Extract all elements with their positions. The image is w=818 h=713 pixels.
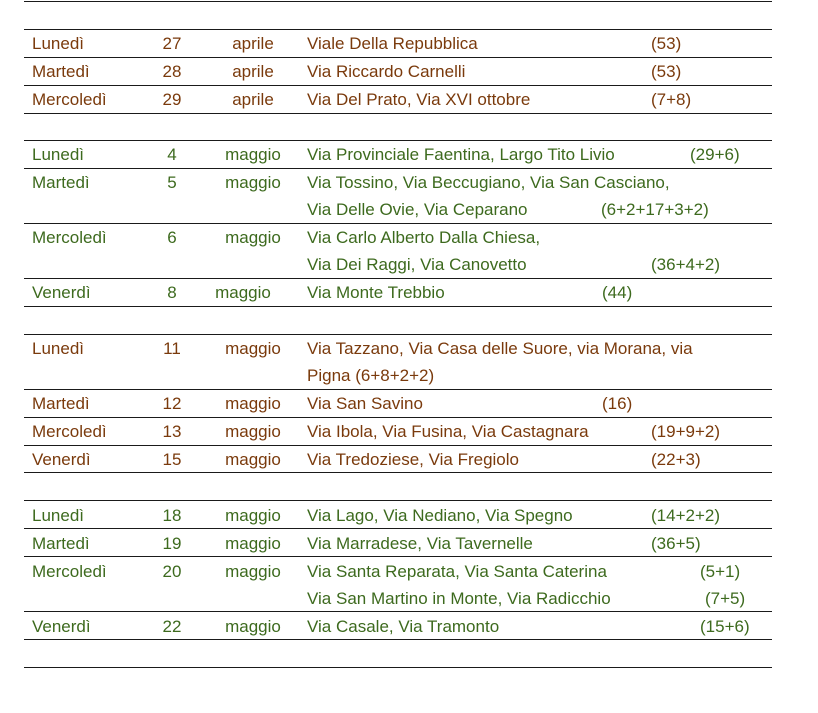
day-cell: Martedì [32, 173, 90, 192]
count-cell: (22+3) [651, 450, 701, 469]
day-cell: Venerdì [32, 450, 91, 469]
month-cell: maggio [225, 228, 281, 247]
day-cell: Lunedì [32, 34, 84, 53]
count-cell: (36+5) [651, 534, 701, 553]
table-rule [24, 667, 772, 668]
table-rule [24, 113, 772, 114]
street-cell: Via Tossino, Via Beccugiano, Via San Casciano, [307, 173, 670, 192]
count-cell: (14+2+2) [651, 506, 720, 525]
count-cell: (16) [602, 394, 633, 413]
street-cell: Via Lago, Via Nediano, Via Spegno [307, 506, 573, 525]
street-cell-continued: Pigna (6+8+2+2) [307, 366, 435, 385]
street-cell: Via Riccardo Carnelli [307, 62, 466, 81]
day-cell: Mercoledì [32, 228, 107, 247]
street-cell: Via Tazzano, Via Casa delle Suore, via Morana, via [307, 339, 693, 358]
month-cell: maggio [215, 283, 271, 302]
day-cell: Mercoledì [32, 562, 107, 581]
day-cell: Mercoledì [32, 90, 107, 109]
count-cell: (7+8) [651, 90, 692, 109]
month-cell: maggio [225, 145, 281, 164]
street-cell: Via Provinciale Faentina, Largo Tito Livio [307, 145, 615, 164]
street-cell-continued: Via Delle Ovie, Via Ceparano [307, 200, 528, 219]
count-cell: (53) [651, 34, 682, 53]
day-cell: Mercoledì [32, 422, 107, 441]
day-cell: Venerdì [32, 617, 91, 636]
date-number-cell: 15 [162, 450, 182, 469]
street-cell-continued: Via San Martino in Monte, Via Radicchio [307, 589, 611, 608]
day-cell: Venerdì [32, 283, 91, 302]
date-number-cell: 20 [162, 562, 182, 581]
month-cell: maggio [225, 617, 281, 636]
date-number-cell: 4 [167, 145, 177, 164]
date-number-cell: 19 [162, 534, 182, 553]
month-cell: aprile [232, 34, 274, 53]
date-number-cell: 8 [167, 283, 177, 302]
street-cell: Via Monte Trebbio [307, 283, 445, 302]
street-cell: Via Carlo Alberto Dalla Chiesa, [307, 228, 541, 247]
count-cell-continued: (7+5) [705, 589, 746, 608]
count-cell: (44) [602, 283, 633, 302]
table-rule [24, 306, 772, 307]
street-cell: Via Casale, Via Tramonto [307, 617, 500, 636]
day-cell: Lunedì [32, 506, 84, 525]
day-cell: Lunedì [32, 145, 84, 164]
street-cell-continued: Via Dei Raggi, Via Canovetto [307, 255, 527, 274]
street-cell: Viale Della Repubblica [307, 34, 478, 53]
count-cell: (36+4+2) [651, 255, 720, 274]
street-cell: Via Santa Reparata, Via Santa Caterina [307, 562, 607, 581]
day-cell: Lunedì [32, 339, 84, 358]
table-rule [24, 1, 772, 2]
date-number-cell: 28 [162, 62, 182, 81]
date-number-cell: 22 [162, 617, 182, 636]
table-rule [24, 500, 772, 501]
street-cell: Via Del Prato, Via XVI ottobre [307, 90, 531, 109]
date-number-cell: 11 [163, 339, 181, 358]
month-cell: maggio [225, 562, 281, 581]
street-cell: Via San Savino [307, 394, 423, 413]
month-cell: aprile [232, 90, 274, 109]
month-cell: maggio [225, 534, 281, 553]
date-number-cell: 5 [167, 173, 177, 192]
street-cell: Via Tredoziese, Via Fregiolo [307, 450, 519, 469]
count-cell: (6+2+17+3+2) [601, 200, 709, 219]
count-cell: (29+6) [690, 145, 740, 164]
count-cell: (5+1) [700, 562, 741, 581]
date-number-cell: 12 [162, 394, 182, 413]
count-cell: (15+6) [700, 617, 750, 636]
month-cell: maggio [225, 394, 281, 413]
street-cell: Via Ibola, Via Fusina, Via Castagnara [307, 422, 589, 441]
date-number-cell: 13 [162, 422, 182, 441]
month-cell: maggio [225, 422, 281, 441]
date-number-cell: 18 [162, 506, 182, 525]
street-cell: Via Marradese, Via Tavernelle [307, 534, 533, 553]
date-number-cell: 6 [167, 228, 177, 247]
day-cell: Martedì [32, 534, 90, 553]
count-cell: (19+9+2) [651, 422, 720, 441]
day-cell: Martedì [32, 394, 90, 413]
month-cell: maggio [225, 506, 281, 525]
month-cell: maggio [225, 173, 281, 192]
count-cell: (53) [651, 62, 682, 81]
month-cell: aprile [232, 62, 274, 81]
month-cell: maggio [225, 450, 281, 469]
month-cell: maggio [225, 339, 281, 358]
day-cell: Martedì [32, 62, 90, 81]
date-number-cell: 27 [162, 34, 182, 53]
date-number-cell: 29 [162, 90, 182, 109]
